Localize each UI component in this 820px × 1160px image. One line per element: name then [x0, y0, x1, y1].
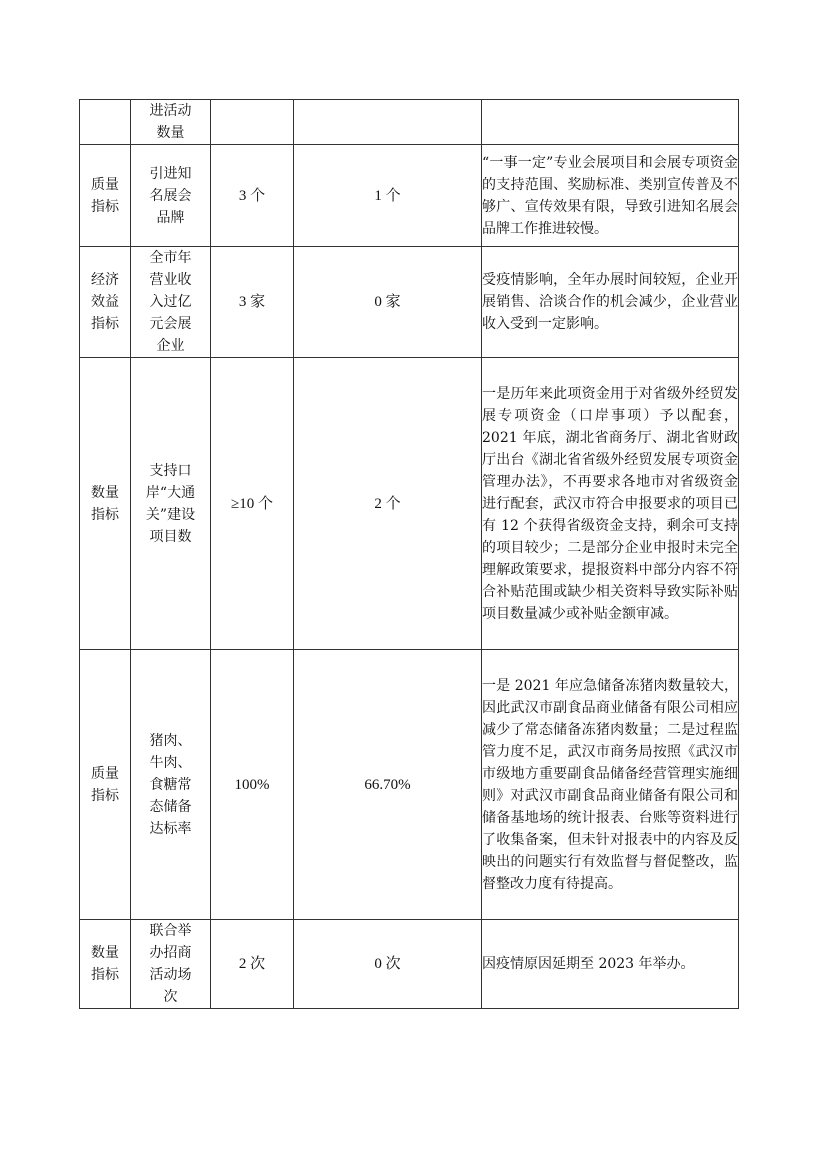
- category-cell: [80, 100, 131, 145]
- target-cell: 3 个: [211, 145, 294, 247]
- table-row: [80, 920, 739, 1009]
- reason-cell: “一事一定”专业会展项目和会展专项资金的支持范围、奖励标准、类别宣传普及不够广、宣传效果有限，导致引进知名展会品牌工作推进较慢。: [482, 145, 739, 247]
- indicator-cell: 猪肉、 牛肉、 食糖常 态储备 达标率: [131, 650, 211, 920]
- target-cell: 100%: [211, 650, 294, 920]
- table-row: [80, 100, 739, 145]
- actual-cell: 66.70%: [294, 650, 482, 920]
- indicator-cell: 联合举 办招商 活动场 次: [131, 920, 211, 1009]
- actual-cell: 0 家: [294, 247, 482, 358]
- indicator-cell: 支持口 岸“大通 关”建设 项目数: [131, 358, 211, 650]
- target-cell: ≥10 个: [211, 358, 294, 650]
- indicator-cell: 进活动 数量: [131, 100, 211, 145]
- actual-cell: 0 次: [294, 920, 482, 1009]
- table-row: [80, 145, 739, 247]
- actual-cell: [294, 100, 482, 145]
- actual-cell: 2 个: [294, 358, 482, 650]
- category-cell: 数量 指标: [80, 358, 131, 650]
- reason-cell: 因疫情原因延期至 2023 年举办。: [482, 920, 739, 1009]
- reason-cell: [482, 100, 739, 145]
- reason-cell: 一是历年来此项资金用于对省级外经贸发展专项资金（口岸事项）予以配套，2021 年底，湖北省商务厅、湖北省财政厅出台《湖北省省级外经贸发展专项资金管理办法》，不再要求各地市对省级资金进行配套，武汉市符合申报要求的项目已有 12 个获得省级资金支持，剩余可支持的项目较少；二是部分企业申报时未完全理解政策要求，提报资料中部分内容不符合补贴范围或缺少相关资料导致实际补贴项目数量减少或补贴金额审减。: [482, 358, 739, 650]
- category-cell: 质量 指标: [80, 650, 131, 920]
- reason-cell: 一是 2021 年应急储备冻猪肉数量较大，因此武汉市副食品商业储备有限公司相应减少了常态储备冻猪肉数量；二是过程监管力度不足，武汉市商务局按照《武汉市市级地方重要副食品储备经营管理实施细则》对武汉市副食品商业储备有限公司和储备基地场的统计报表、台账等资料进行了收集备案，但未针对报表中的内容及反映出的问题实行有效监督与督促整改，监督整改力度有待提高。: [482, 650, 739, 920]
- reason-cell: 受疫情影响，全年办展时间较短，企业开展销售、洽谈合作的机会减少，企业营业收入受到一定影响。: [482, 247, 739, 358]
- target-cell: [211, 100, 294, 145]
- indicator-cell: 全市年 营业收 入过亿 元会展 企业: [131, 247, 211, 358]
- category-cell: 数量 指标: [80, 920, 131, 1009]
- performance-indicator-table: [79, 99, 739, 1009]
- target-cell: 3 家: [211, 247, 294, 358]
- table-row: [80, 247, 739, 358]
- category-cell: 经济 效益 指标: [80, 247, 131, 358]
- table-row: [80, 358, 739, 650]
- category-cell: 质量 指标: [80, 145, 131, 247]
- target-cell: 2 次: [211, 920, 294, 1009]
- table-row: [80, 650, 739, 920]
- indicator-cell: 引进知 名展会 品牌: [131, 145, 211, 247]
- actual-cell: 1 个: [294, 145, 482, 247]
